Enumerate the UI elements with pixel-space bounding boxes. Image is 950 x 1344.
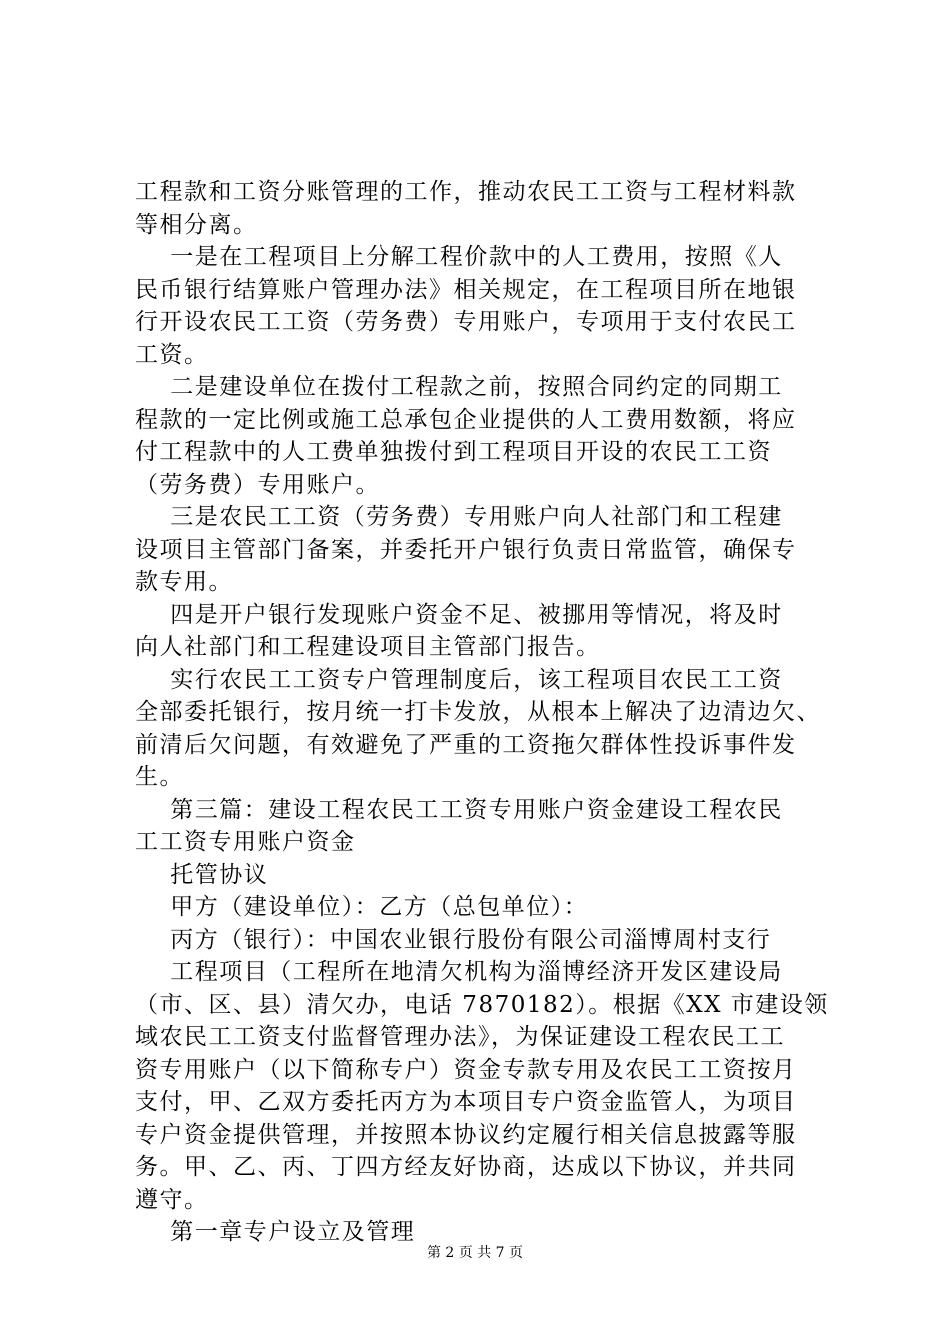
text-line: 四是开户银行发现账户资金不足、被挪用等情况，将及时 [135,601,783,628]
text-line: 工资。 [135,341,209,368]
text-line: 付工程款中的人工费单独拨付到工程项目开设的农民工工资 [135,439,772,465]
text-line: 生。 [135,764,184,790]
text-line: 一是在工程项目上分解工程价款中的人工费用，按照《人 [135,244,783,270]
text-line: 丙方（银行）：中国农业银行股份有限公司淄博周村支行 [135,926,772,953]
text-line: 遵守。 [135,1186,209,1213]
text-line: 设项目主管部门备案，并委托开户银行负责日常监管，确保专 [135,536,797,563]
text-line: 第三篇：建设工程农民工工资专用账户资金建设工程农民 [135,796,783,823]
text-line: 资专用账户（以下简称专户）资金专款专用及农民工工资按月 [135,1056,797,1083]
text-line: 工工资专用账户资金 [135,829,356,855]
text-line: 全部委托银行，按月统一打卡发放，从根本上解决了边清边欠、 [135,699,821,725]
text-line: 向人社部门和工程建设项目主管部门报告。 [135,634,601,660]
text-line: 第一章专户设立及管理 [135,1219,416,1245]
text-line: （劳务费）专用账户。 [135,471,380,498]
text-line: 行开设农民工工资（劳务费）专用账户，专项用于支付农民工 [135,309,797,335]
text-line: 程款的一定比例或施工总承包企业提供的人工费用数额，将应 [135,406,797,433]
text-line: 二是建设单位在拨付工程款之前，按照合同约定的同期工 [135,374,783,400]
text-line: 民币银行结算账户管理办法》相关规定，在工程项目所在地银 [135,276,797,303]
text-line: （市、区、县）清欠办，电话 7870182）。根据《XX 市建设领 [135,991,829,1018]
text-line: 务。甲、乙、丙、丁四方经友好协商，达成以下协议，并共同 [135,1154,797,1180]
text-line: 托管协议 [135,861,269,888]
text-line: 工程项目（工程所在地清欠机构为淄博经济开发区建设局 [135,959,783,985]
text-line: 甲方（建设单位）：乙方（总包单位）： [135,894,589,920]
text-line: 支付，甲、乙双方委托丙方为本项目专户资金监管人，为项目 [135,1089,797,1115]
text-line: 等相分离。 [135,211,258,238]
text-line: 专户资金提供管理，并按照本协议约定履行相关信息披露等服 [135,1121,797,1148]
text-line: 实行农民工工资专户管理制度后，该工程项目农民工工资 [135,666,783,693]
text-line: 域农民工工资支付监督管理办法》，为保证建设工程农民工工 [135,1024,785,1050]
text-line: 款专用。 [135,569,233,595]
page-footer: 第 2 页 共 7 页 [426,1245,524,1261]
text-line: 前清后欠问题，有效避免了严重的工资拖欠群体性投诉事件发 [135,731,797,758]
text-line: 工程款和工资分账管理的工作，推动农民工工资与工程材料款 [135,179,797,205]
text-line: 三是农民工工资（劳务费）专用账户向人社部门和工程建 [135,504,783,530]
